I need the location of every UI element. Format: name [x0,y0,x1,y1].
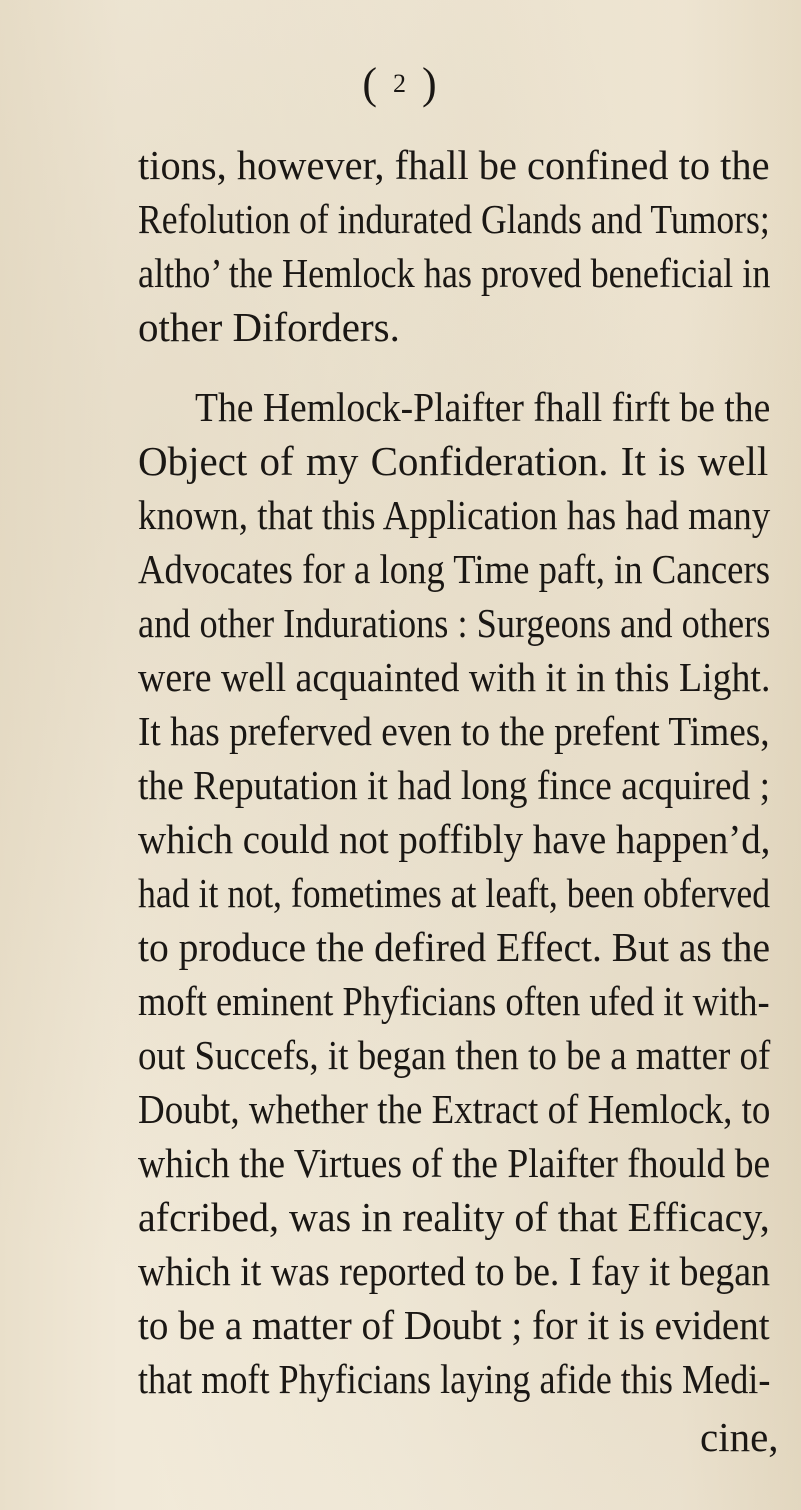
text-line: known, that this Application has had many [138,492,771,538]
text-line: altho’ the Hemlock has proved beneficial in [138,250,771,296]
text-line: Refolution of indurated Glands and Tumors; [138,196,770,242]
text-line: that moft Phyficians laying afide this Medi- [138,1356,771,1402]
text-line: the Reputation it had long fince acquired ; [138,762,771,808]
text-line: had it not, fometimes at leaft, been obferved [138,870,771,916]
text-line: other Diforders. [138,304,400,350]
open-paren: ( [362,59,379,108]
text-line: which could not poffibly have happen’d, [138,816,771,862]
text-line: moft eminent Phyficians often ufed it with- [138,978,770,1024]
text-line: to be a matter of Doubt ; for it is evident [138,1302,770,1348]
text-line: The Hemlock-Plaifter fhall firft be the [195,384,771,430]
page-number: 2 [393,69,408,98]
text-line: Advocates for a long Time paft, in Cancers [138,546,770,592]
text-line: Doubt, whether the Extract of Hemlock, to [138,1086,771,1132]
text-line: to produce the defired Effect. But as the [138,924,771,970]
text-line: which it was reported to be. I fay it began [138,1248,771,1294]
text-line: afcribed, was in reality of that Efficacy, [138,1194,770,1240]
text-line: Object of my Confideration. It is well [138,438,769,484]
text-line: which the Virtues of the Plaifter fhould be [138,1140,771,1186]
text-line: tions, however, fhall be confined to the [138,142,770,188]
page-header [0,59,801,108]
close-paren: ) [422,59,439,108]
text-line: were well acquainted with it in this Light. [138,654,771,700]
text-line: and other Indurations : Surgeons and others [138,600,771,646]
text-line: It has preferved even to the prefent Times, [138,708,770,754]
catchword: cine, [700,1414,779,1460]
text-line: out Succefs, it began then to be a matter of [138,1032,771,1078]
